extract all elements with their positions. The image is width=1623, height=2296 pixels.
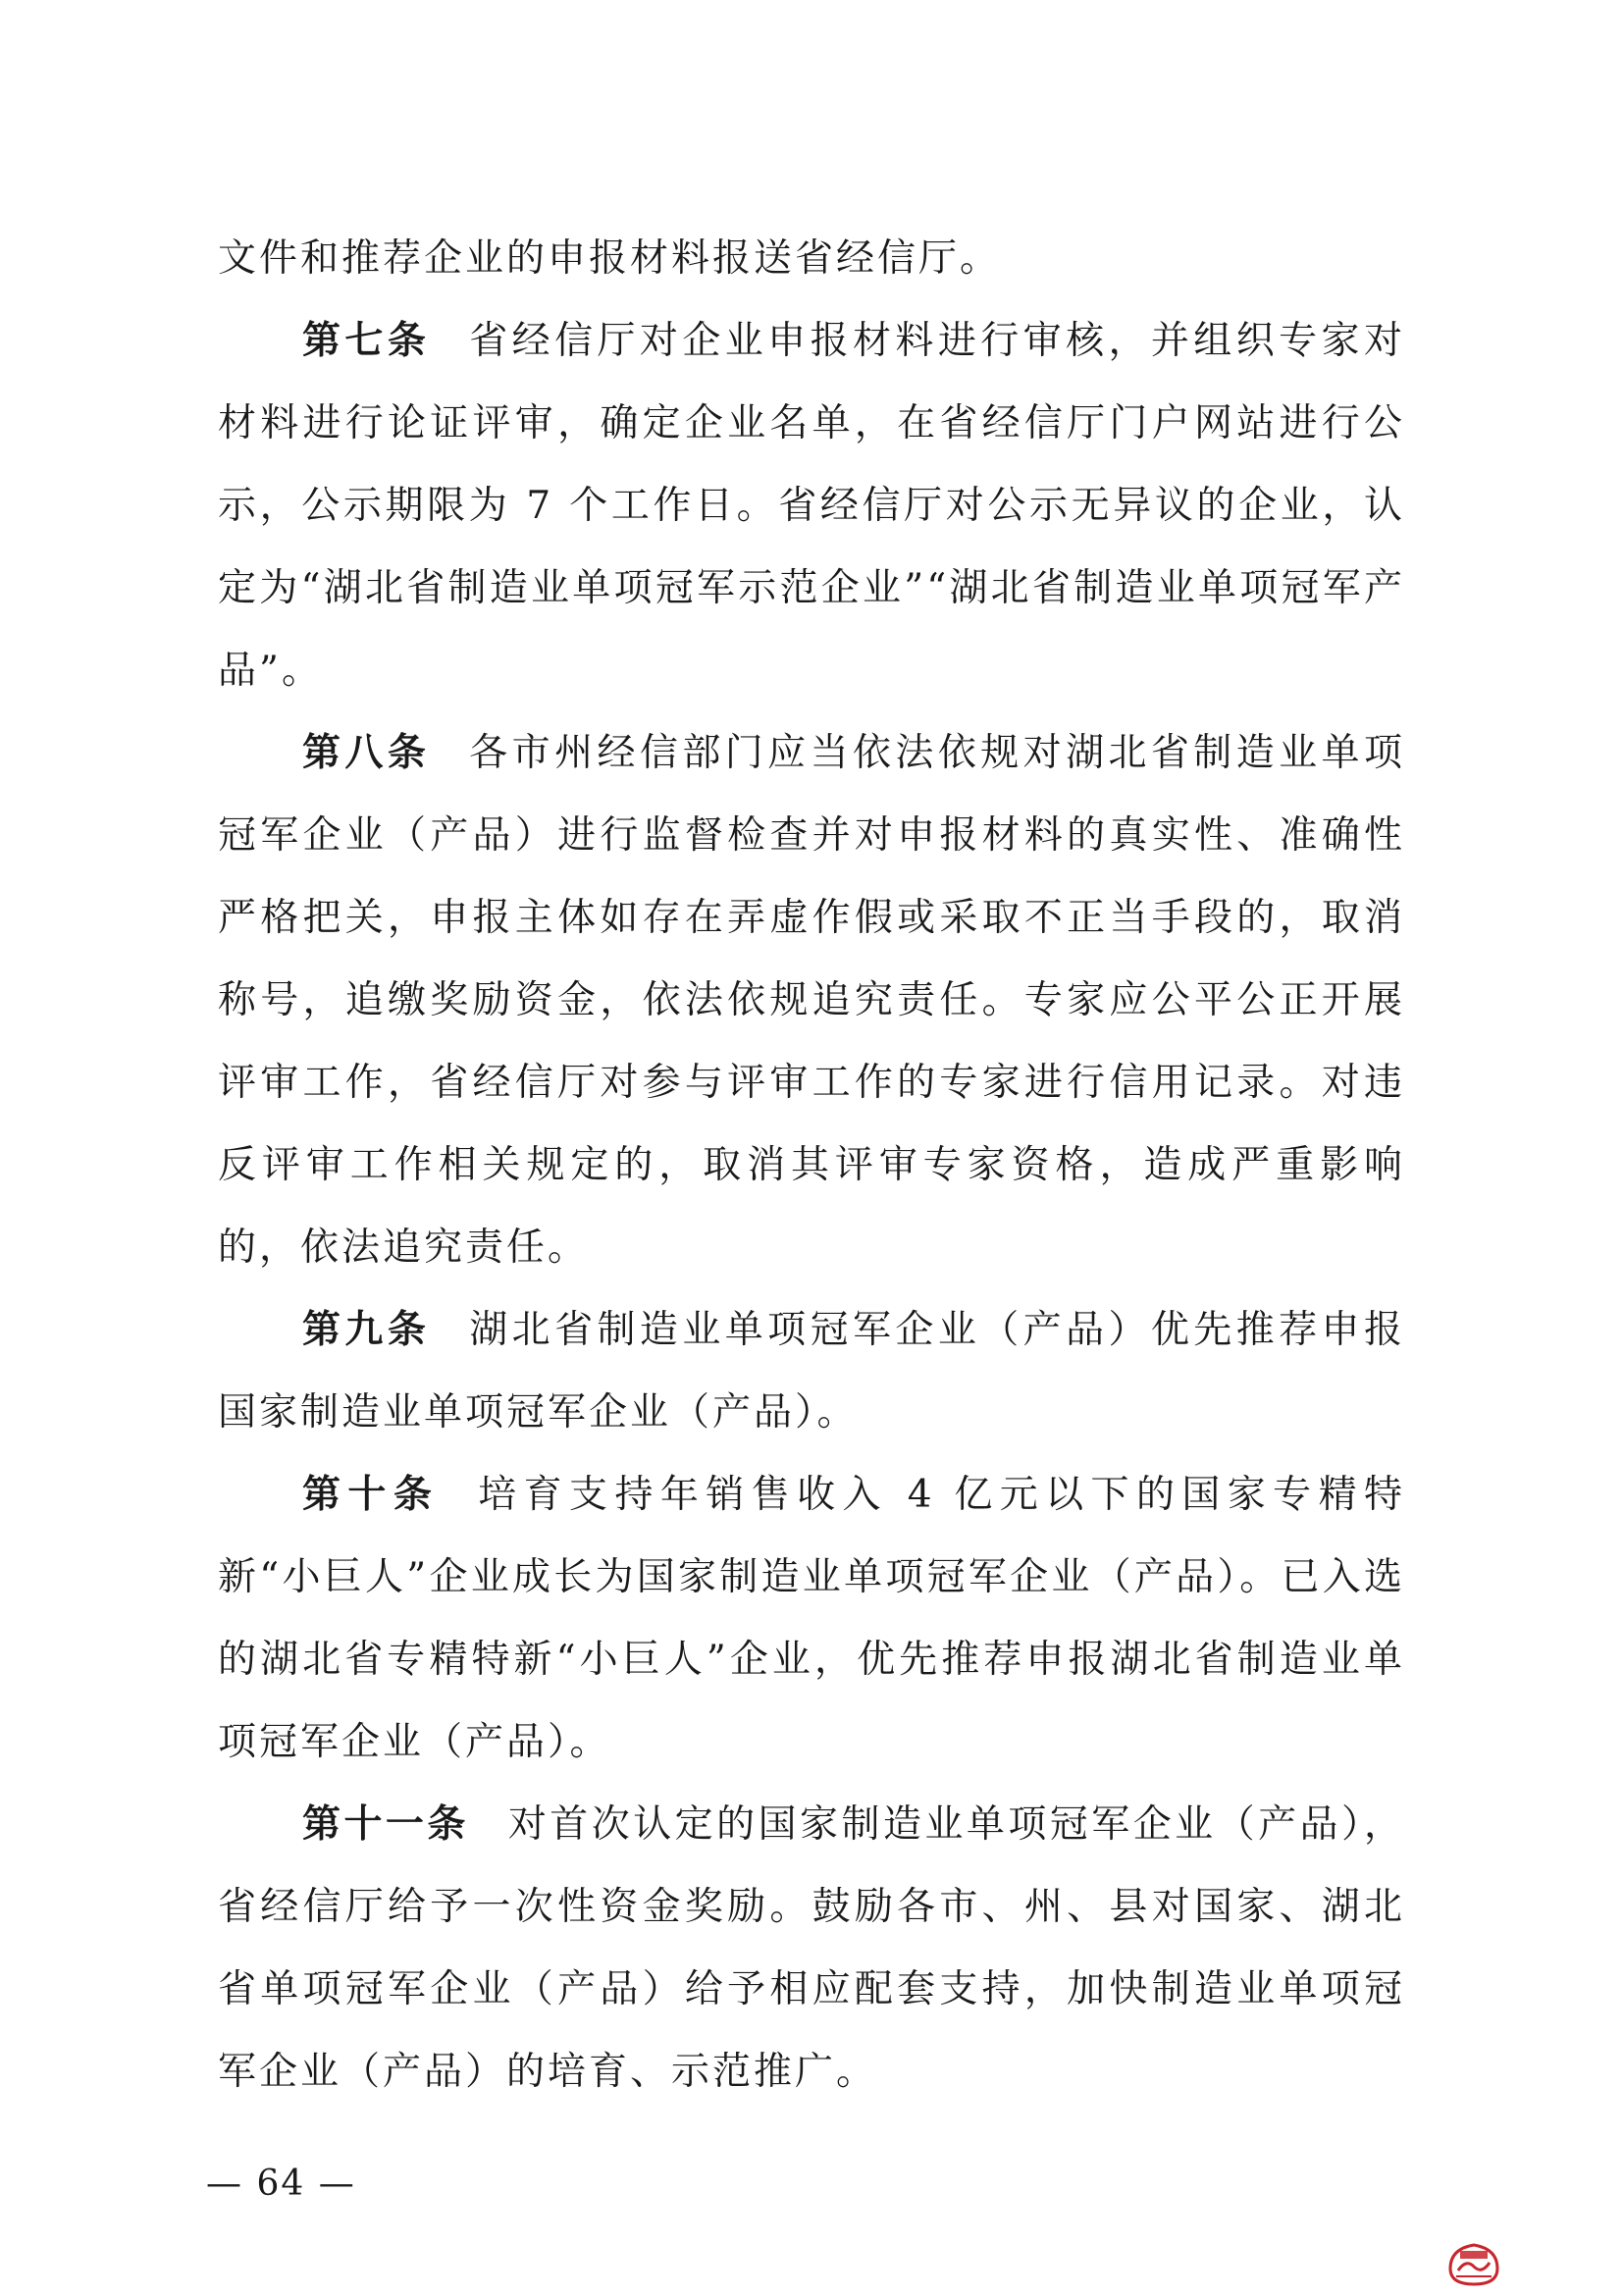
- paragraph-text: 省经信厅对企业申报材料进行审核，并组织专家对材料进行论证评审，确定企业名单，在省经信厅门户网站进行公示，公示期限为 7 个工作日。省经信厅对公示无异议的企业，认定为“湖北省制造业单项冠军示范企业”“湖北省制造业单项冠军产品”。: [218, 319, 1405, 693]
- paragraph-article-11: [218, 1784, 1405, 2113]
- paragraph-continuation: [218, 218, 1405, 300]
- article-heading: 第十一条: [302, 1802, 469, 1847]
- seal-stamp-icon: [1442, 2239, 1505, 2288]
- article-heading: 第九条: [302, 1308, 431, 1352]
- article-heading: 第十条: [302, 1473, 440, 1517]
- paragraph-text: 文件和推荐企业的申报材料报送省经信厅。: [218, 236, 1002, 281]
- paragraph-text: 湖北省制造业单项冠军企业（产品）优先推荐申报国家制造业单项冠军企业（产品）。: [218, 1308, 1405, 1435]
- paragraph-article-8: [218, 712, 1405, 1289]
- paragraph-text: 各市州经信部门应当依法依规对湖北省制造业单项冠军企业（产品）进行监督检查并对申报材料的真实性、准确性严格把关，申报主体如存在弄虚作假或采取不正当手段的，取消称号，追缴奖励资金，依法依规追究责任。专家应公平公正开展评审工作，省经信厅对参与评审工作的专家进行信用记录。对违反评审工作相关规定的，取消其评审专家资格，造成严重影响的，依法追究责任。: [218, 731, 1405, 1270]
- paragraph-text: 培育支持年销售收入 4 亿元以下的国家专精特新“小巨人”企业成长为国家制造业单项冠军企业（产品）。已入选的湖北省专精特新“小巨人”企业，优先推荐申报湖北省制造业单项冠军企业（产品）。: [218, 1473, 1405, 1764]
- paragraph-article-10: [218, 1454, 1405, 1784]
- paragraph-article-9: [218, 1289, 1405, 1454]
- document-body: [218, 218, 1405, 2113]
- paragraph-text: 对首次认定的国家制造业单项冠军企业（产品），省经信厅给予一次性资金奖励。鼓励各市、州、县对国家、湖北省单项冠军企业（产品）给予相应配套支持，加快制造业单项冠军企业（产品）的培育、示范推广。: [218, 1802, 1405, 2094]
- paragraph-article-7: [218, 300, 1405, 712]
- page-number: — 64 —: [206, 2164, 356, 2204]
- article-heading: 第七条: [302, 319, 431, 363]
- article-heading: 第八条: [302, 731, 431, 775]
